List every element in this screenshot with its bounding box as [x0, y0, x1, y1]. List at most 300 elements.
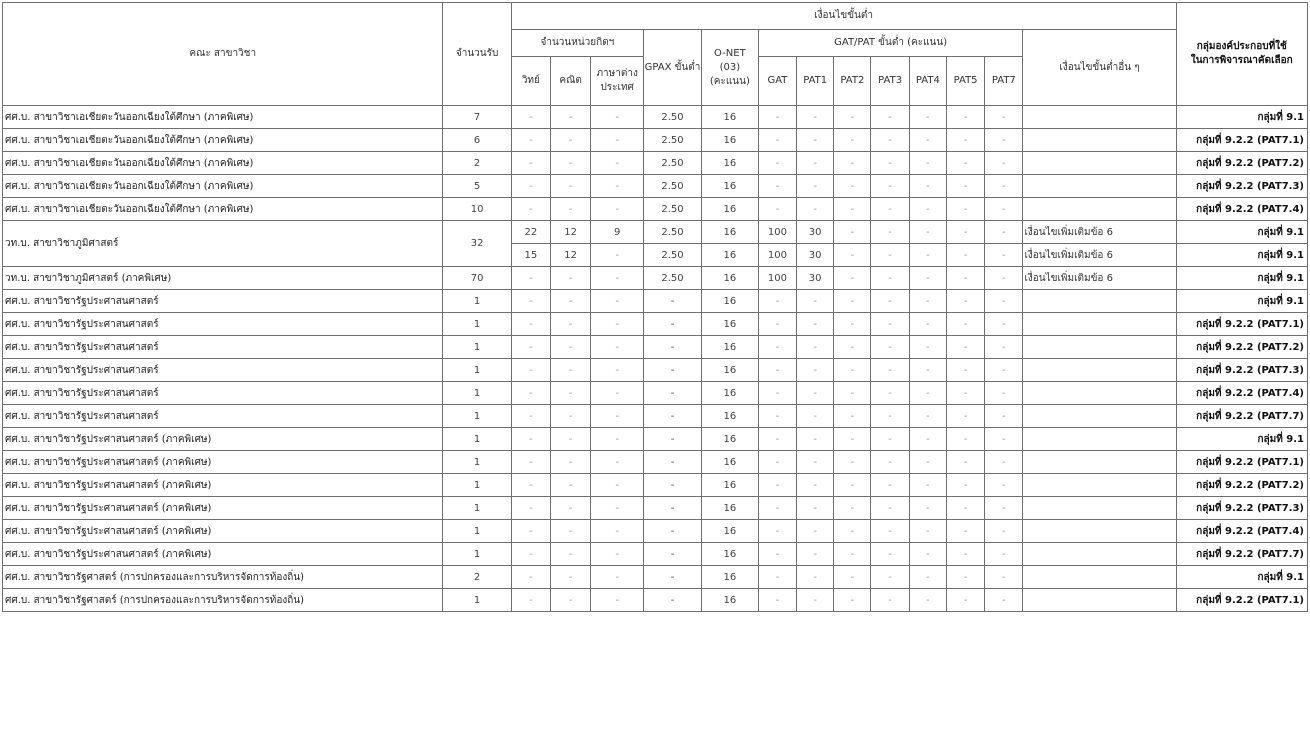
cell-sci: - [511, 497, 550, 520]
table-row [3, 152, 1308, 175]
cell-faculty: ศศ.บ. สาขาวิชารัฐประศาสนศาสตร์ (ภาคพิเศษ) [3, 520, 443, 543]
cell-quota: 5 [443, 175, 511, 198]
cell-gpax: 2.50 [644, 106, 702, 129]
cell-sci: - [511, 543, 550, 566]
cell-pat1: - [797, 152, 834, 175]
cell-faculty: ศศ.บ. สาขาวิชารัฐประศาสนศาสตร์ (ภาคพิเศษ) [3, 451, 443, 474]
cell-sci: - [511, 336, 550, 359]
cell-gpax: - [644, 566, 702, 589]
cell-selection-group: กลุ่มที่ 9.1 [1176, 244, 1307, 267]
table-header [3, 3, 1308, 106]
cell-pat7: - [985, 382, 1023, 405]
cell-gpax: 2.50 [644, 221, 702, 244]
cell-pat7: - [985, 221, 1023, 244]
cell-pat7: - [985, 359, 1023, 382]
cell-math: - [551, 428, 591, 451]
cell-math: - [551, 198, 591, 221]
cell-pat4: - [909, 290, 946, 313]
cell-pat1: - [797, 520, 834, 543]
cell-pat2: - [834, 221, 871, 244]
cell-onet: 16 [701, 221, 758, 244]
cell-foreign-lang: - [591, 428, 644, 451]
cell-faculty: ศศ.บ. สาขาวิชารัฐประศาสนศาสตร์ [3, 359, 443, 382]
cell-pat5: - [946, 566, 984, 589]
cell-faculty: ศศ.บ. สาขาวิชารัฐประศาสนศาสตร์ (ภาคพิเศษ) [3, 497, 443, 520]
cell-pat5: - [946, 543, 984, 566]
cell-selection-group: กลุ่มที่ 9.2.2 (PAT7.4) [1176, 520, 1307, 543]
cell-math: - [551, 543, 591, 566]
cell-math: - [551, 451, 591, 474]
cell-selection-group: กลุ่มที่ 9.2.2 (PAT7.7) [1176, 543, 1307, 566]
cell-gat: - [758, 152, 796, 175]
cell-gpax: 2.50 [644, 129, 702, 152]
cell-other-conditions [1023, 382, 1176, 405]
cell-quota: 10 [443, 198, 511, 221]
cell-gat: - [758, 497, 796, 520]
header-pat5: PAT5 [946, 57, 984, 106]
header-onet [701, 30, 758, 106]
cell-pat1: - [797, 405, 834, 428]
cell-faculty: ศศ.บ. สาขาวิชาเอเชียตะวันออกเฉียงใต้ศึกษา (ภาคพิเศษ) [3, 152, 443, 175]
cell-other-conditions [1023, 428, 1176, 451]
cell-pat3: - [871, 543, 909, 566]
table-row [3, 106, 1308, 129]
cell-quota: 2 [443, 566, 511, 589]
header-selection-group-line1: กลุ่มองค์ประกอบที่ใช้ [1196, 41, 1287, 52]
cell-gat: - [758, 313, 796, 336]
cell-faculty: ศศ.บ. สาขาวิชารัฐประศาสนศาสตร์ (ภาคพิเศษ) [3, 543, 443, 566]
cell-selection-group: กลุ่มที่ 9.2.2 (PAT7.3) [1176, 175, 1307, 198]
cell-pat5: - [946, 244, 984, 267]
table-row [3, 336, 1308, 359]
cell-other-conditions: เงื่อนไขเพิ่มเติมข้อ 6 [1023, 267, 1176, 290]
cell-pat3: - [871, 382, 909, 405]
cell-pat2: - [834, 106, 871, 129]
cell-faculty: ศศ.บ. สาขาวิชารัฐศาสตร์ (การปกครองและการบริหารจัดการท้องถิ่น) [3, 589, 443, 612]
cell-pat5: - [946, 405, 984, 428]
cell-gat: - [758, 405, 796, 428]
cell-gat: - [758, 175, 796, 198]
cell-math: - [551, 152, 591, 175]
cell-sci: 15 [511, 244, 550, 267]
cell-foreign-lang: - [591, 175, 644, 198]
cell-faculty: วท.บ. สาขาวิชาภูมิศาสตร์ [3, 221, 443, 267]
cell-pat1: - [797, 428, 834, 451]
cell-pat7: - [985, 175, 1023, 198]
table-row [3, 267, 1308, 290]
cell-math: - [551, 405, 591, 428]
header-selection-group [1176, 3, 1307, 106]
cell-selection-group: กลุ่มที่ 9.1 [1176, 221, 1307, 244]
cell-other-conditions [1023, 359, 1176, 382]
cell-selection-group: กลุ่มที่ 9.1 [1176, 290, 1307, 313]
cell-faculty: ศศ.บ. สาขาวิชารัฐประศาสนศาสตร์ [3, 290, 443, 313]
header-pat2: PAT2 [834, 57, 871, 106]
cell-gat: - [758, 474, 796, 497]
cell-onet: 16 [701, 244, 758, 267]
cell-pat1: - [797, 497, 834, 520]
cell-quota: 1 [443, 336, 511, 359]
cell-foreign-lang: - [591, 451, 644, 474]
cell-pat4: - [909, 244, 946, 267]
table-body [3, 106, 1308, 612]
cell-pat7: - [985, 428, 1023, 451]
cell-pat7: - [985, 244, 1023, 267]
cell-pat1: - [797, 129, 834, 152]
cell-gat: - [758, 106, 796, 129]
cell-gat: - [758, 543, 796, 566]
cell-faculty: ศศ.บ. สาขาวิชารัฐประศาสนศาสตร์ [3, 382, 443, 405]
header-pat4: PAT4 [909, 57, 946, 106]
cell-pat5: - [946, 451, 984, 474]
cell-other-conditions [1023, 566, 1176, 589]
cell-pat4: - [909, 129, 946, 152]
cell-pat1: - [797, 543, 834, 566]
cell-pat7: - [985, 474, 1023, 497]
cell-pat7: - [985, 152, 1023, 175]
cell-other-conditions [1023, 290, 1176, 313]
cell-math: 12 [551, 221, 591, 244]
cell-faculty: ศศ.บ. สาขาวิชาเอเชียตะวันออกเฉียงใต้ศึกษา (ภาคพิเศษ) [3, 198, 443, 221]
cell-pat4: - [909, 451, 946, 474]
cell-pat4: - [909, 267, 946, 290]
cell-pat5: - [946, 497, 984, 520]
cell-math: - [551, 267, 591, 290]
header-other-conditions: เงื่อนไขขั้นต่ำอื่น ๆ [1023, 30, 1176, 106]
cell-pat3: - [871, 359, 909, 382]
cell-pat1: - [797, 382, 834, 405]
cell-pat3: - [871, 497, 909, 520]
header-pat7: PAT7 [985, 57, 1023, 106]
cell-selection-group: กลุ่มที่ 9.2.2 (PAT7.7) [1176, 405, 1307, 428]
cell-foreign-lang: - [591, 152, 644, 175]
cell-gat: - [758, 336, 796, 359]
admission-table [2, 2, 1308, 612]
cell-onet: 16 [701, 474, 758, 497]
cell-onet: 16 [701, 290, 758, 313]
table-row [3, 474, 1308, 497]
cell-foreign-lang: - [591, 244, 644, 267]
cell-pat4: - [909, 474, 946, 497]
cell-foreign-lang: - [591, 566, 644, 589]
cell-selection-group: กลุ่มที่ 9.2.2 (PAT7.4) [1176, 382, 1307, 405]
cell-quota: 1 [443, 382, 511, 405]
table-row [3, 589, 1308, 612]
cell-other-conditions [1023, 336, 1176, 359]
cell-selection-group: กลุ่มที่ 9.2.2 (PAT7.1) [1176, 129, 1307, 152]
cell-pat3: - [871, 336, 909, 359]
cell-sci: - [511, 589, 550, 612]
header-credits: จำนวนหน่วยกิตฯ [511, 30, 643, 57]
cell-pat2: - [834, 313, 871, 336]
cell-pat5: - [946, 589, 984, 612]
cell-pat3: - [871, 152, 909, 175]
table-row [3, 543, 1308, 566]
cell-quota: 6 [443, 129, 511, 152]
cell-math: - [551, 106, 591, 129]
cell-selection-group: กลุ่มที่ 9.2.2 (PAT7.4) [1176, 198, 1307, 221]
cell-pat7: - [985, 336, 1023, 359]
cell-pat2: - [834, 382, 871, 405]
cell-math: 12 [551, 244, 591, 267]
cell-pat7: - [985, 290, 1023, 313]
cell-pat4: - [909, 106, 946, 129]
cell-pat7: - [985, 405, 1023, 428]
cell-selection-group: กลุ่มที่ 9.1 [1176, 428, 1307, 451]
cell-math: - [551, 566, 591, 589]
cell-gat: - [758, 451, 796, 474]
cell-sci: - [511, 106, 550, 129]
cell-math: - [551, 382, 591, 405]
cell-gat: - [758, 589, 796, 612]
cell-foreign-lang: - [591, 474, 644, 497]
cell-pat2: - [834, 520, 871, 543]
cell-gat: - [758, 520, 796, 543]
header-onet-line1: O-NET [714, 47, 746, 59]
cell-pat1: - [797, 359, 834, 382]
cell-gat: 100 [758, 267, 796, 290]
cell-faculty: ศศ.บ. สาขาวิชารัฐประศาสนศาสตร์ [3, 336, 443, 359]
cell-pat4: - [909, 152, 946, 175]
table-row [3, 566, 1308, 589]
cell-sci: - [511, 405, 550, 428]
cell-foreign-lang: - [591, 405, 644, 428]
cell-onet: 16 [701, 428, 758, 451]
cell-pat1: - [797, 290, 834, 313]
header-gatpat: GAT/PAT ขั้นต่ำ (คะแนน) [758, 30, 1023, 57]
cell-onet: 16 [701, 198, 758, 221]
cell-pat7: - [985, 497, 1023, 520]
cell-other-conditions [1023, 497, 1176, 520]
cell-onet: 16 [701, 589, 758, 612]
table-row [3, 497, 1308, 520]
cell-quota: 1 [443, 497, 511, 520]
cell-pat2: - [834, 451, 871, 474]
cell-math: - [551, 290, 591, 313]
cell-pat3: - [871, 175, 909, 198]
cell-pat4: - [909, 198, 946, 221]
cell-sci: - [511, 129, 550, 152]
cell-other-conditions [1023, 405, 1176, 428]
cell-pat7: - [985, 589, 1023, 612]
cell-selection-group: กลุ่มที่ 9.2.2 (PAT7.1) [1176, 451, 1307, 474]
cell-pat2: - [834, 359, 871, 382]
cell-selection-group: กลุ่มที่ 9.2.2 (PAT7.2) [1176, 152, 1307, 175]
cell-selection-group: กลุ่มที่ 9.2.2 (PAT7.2) [1176, 474, 1307, 497]
cell-selection-group: กลุ่มที่ 9.2.2 (PAT7.3) [1176, 497, 1307, 520]
cell-pat1: - [797, 198, 834, 221]
cell-pat1: - [797, 474, 834, 497]
cell-pat5: - [946, 313, 984, 336]
cell-pat3: - [871, 313, 909, 336]
cell-other-conditions [1023, 175, 1176, 198]
cell-gpax: - [644, 474, 702, 497]
table-row [3, 382, 1308, 405]
cell-sci: 22 [511, 221, 550, 244]
cell-gpax: - [644, 520, 702, 543]
cell-pat2: - [834, 290, 871, 313]
table-row [3, 198, 1308, 221]
cell-gpax: - [644, 382, 702, 405]
cell-pat2: - [834, 244, 871, 267]
cell-pat2: - [834, 428, 871, 451]
cell-pat1: - [797, 451, 834, 474]
cell-math: - [551, 497, 591, 520]
cell-gpax: 2.50 [644, 244, 702, 267]
cell-onet: 16 [701, 336, 758, 359]
cell-sci: - [511, 359, 550, 382]
cell-other-conditions [1023, 543, 1176, 566]
header-pat3: PAT3 [871, 57, 909, 106]
cell-pat3: - [871, 106, 909, 129]
cell-onet: 16 [701, 497, 758, 520]
cell-faculty: ศศ.บ. สาขาวิชาเอเชียตะวันออกเฉียงใต้ศึกษา (ภาคพิเศษ) [3, 106, 443, 129]
cell-pat7: - [985, 267, 1023, 290]
cell-pat2: - [834, 175, 871, 198]
cell-pat2: - [834, 405, 871, 428]
cell-foreign-lang: - [591, 543, 644, 566]
cell-pat5: - [946, 382, 984, 405]
cell-pat4: - [909, 520, 946, 543]
cell-pat4: - [909, 175, 946, 198]
cell-faculty: ศศ.บ. สาขาวิชาเอเชียตะวันออกเฉียงใต้ศึกษา (ภาคพิเศษ) [3, 175, 443, 198]
cell-pat4: - [909, 313, 946, 336]
cell-onet: 16 [701, 451, 758, 474]
cell-foreign-lang: - [591, 382, 644, 405]
header-sci: วิทย์ [511, 57, 550, 106]
cell-math: - [551, 129, 591, 152]
cell-pat3: - [871, 520, 909, 543]
cell-foreign-lang: - [591, 267, 644, 290]
cell-other-conditions [1023, 313, 1176, 336]
cell-pat5: - [946, 474, 984, 497]
cell-pat3: - [871, 428, 909, 451]
cell-pat5: - [946, 428, 984, 451]
cell-pat5: - [946, 152, 984, 175]
cell-faculty: ศศ.บ. สาขาวิชารัฐประศาสนศาสตร์ [3, 405, 443, 428]
cell-pat3: - [871, 566, 909, 589]
table-row [3, 129, 1308, 152]
cell-pat3: - [871, 451, 909, 474]
cell-pat2: - [834, 543, 871, 566]
cell-pat3: - [871, 198, 909, 221]
cell-pat5: - [946, 267, 984, 290]
cell-pat7: - [985, 129, 1023, 152]
header-selection-group-line2: ในการพิจารณาคัดเลือก [1190, 55, 1293, 66]
cell-gat: - [758, 198, 796, 221]
cell-pat4: - [909, 428, 946, 451]
header-faculty: คณะ สาขาวิชา [3, 3, 443, 106]
cell-sci: - [511, 428, 550, 451]
cell-pat4: - [909, 336, 946, 359]
cell-pat2: - [834, 589, 871, 612]
cell-other-conditions [1023, 451, 1176, 474]
header-math: คณิต [551, 57, 591, 106]
cell-pat2: - [834, 336, 871, 359]
cell-sci: - [511, 520, 550, 543]
cell-gpax: - [644, 497, 702, 520]
cell-pat5: - [946, 198, 984, 221]
cell-pat3: - [871, 267, 909, 290]
cell-other-conditions: เงื่อนไขเพิ่มเติมข้อ 6 [1023, 244, 1176, 267]
cell-faculty: ศศ.บ. สาขาวิชารัฐประศาสนศาสตร์ (ภาคพิเศษ) [3, 428, 443, 451]
cell-sci: - [511, 267, 550, 290]
header-gpax: GPAX ขั้นต่ำ [644, 30, 702, 106]
cell-pat5: - [946, 221, 984, 244]
cell-math: - [551, 175, 591, 198]
cell-foreign-lang: 9 [591, 221, 644, 244]
cell-pat4: - [909, 221, 946, 244]
cell-pat2: - [834, 566, 871, 589]
cell-quota: 1 [443, 451, 511, 474]
cell-quota: 1 [443, 520, 511, 543]
cell-gat: - [758, 382, 796, 405]
cell-pat1: - [797, 566, 834, 589]
cell-pat1: - [797, 589, 834, 612]
cell-selection-group: กลุ่มที่ 9.2.2 (PAT7.1) [1176, 313, 1307, 336]
cell-sci: - [511, 313, 550, 336]
table-row [3, 405, 1308, 428]
cell-gpax: - [644, 313, 702, 336]
cell-pat1: 30 [797, 244, 834, 267]
cell-onet: 16 [701, 152, 758, 175]
cell-foreign-lang: - [591, 589, 644, 612]
cell-foreign-lang: - [591, 106, 644, 129]
cell-selection-group: กลุ่มที่ 9.2.2 (PAT7.1) [1176, 589, 1307, 612]
cell-other-conditions [1023, 589, 1176, 612]
cell-pat7: - [985, 520, 1023, 543]
cell-quota: 70 [443, 267, 511, 290]
cell-gat: - [758, 129, 796, 152]
cell-foreign-lang: - [591, 336, 644, 359]
cell-pat4: - [909, 405, 946, 428]
cell-gpax: - [644, 543, 702, 566]
table-row [3, 451, 1308, 474]
cell-onet: 16 [701, 175, 758, 198]
cell-onet: 16 [701, 566, 758, 589]
cell-quota: 1 [443, 543, 511, 566]
cell-gat: - [758, 359, 796, 382]
cell-pat4: - [909, 359, 946, 382]
cell-other-conditions [1023, 152, 1176, 175]
cell-other-conditions: เงื่อนไขเพิ่มเติมข้อ 6 [1023, 221, 1176, 244]
cell-onet: 16 [701, 313, 758, 336]
cell-gat: - [758, 428, 796, 451]
cell-pat3: - [871, 290, 909, 313]
cell-pat7: - [985, 106, 1023, 129]
table-row [3, 175, 1308, 198]
cell-pat1: - [797, 313, 834, 336]
cell-math: - [551, 520, 591, 543]
cell-gpax: - [644, 428, 702, 451]
cell-other-conditions [1023, 106, 1176, 129]
cell-pat5: - [946, 290, 984, 313]
cell-selection-group: กลุ่มที่ 9.2.2 (PAT7.2) [1176, 336, 1307, 359]
cell-foreign-lang: - [591, 497, 644, 520]
table-row [3, 313, 1308, 336]
cell-gpax: 2.50 [644, 267, 702, 290]
cell-onet: 16 [701, 405, 758, 428]
cell-other-conditions [1023, 474, 1176, 497]
cell-pat4: - [909, 497, 946, 520]
table-row [3, 290, 1308, 313]
cell-math: - [551, 359, 591, 382]
cell-gpax: - [644, 336, 702, 359]
cell-gpax: 2.50 [644, 152, 702, 175]
cell-sci: - [511, 198, 550, 221]
cell-gat: - [758, 290, 796, 313]
cell-quota: 1 [443, 428, 511, 451]
